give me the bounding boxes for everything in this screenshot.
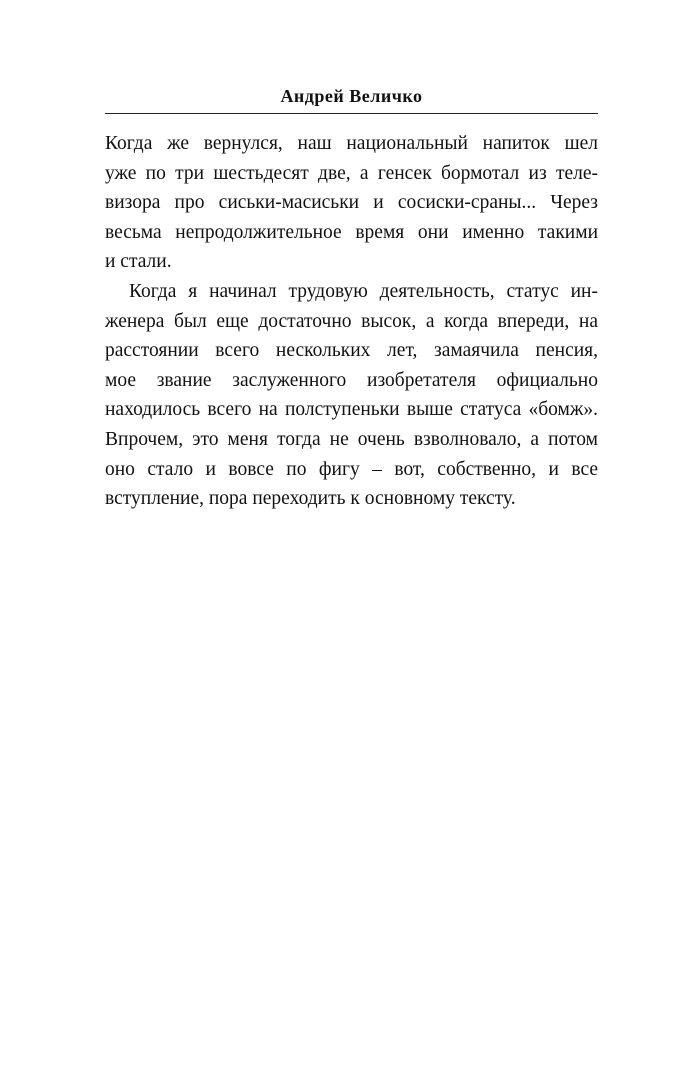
paragraph-1	[105, 129, 598, 277]
header-rule	[105, 113, 598, 114]
text-line: оно стало и вовсе по фигу – вот, собственно, и все	[105, 458, 598, 480]
text-line: женера был еще достаточно высок, а когда впереди, на	[105, 310, 598, 332]
text-line: расстоянии всего нескольких лет, замаячила пенсия,	[105, 340, 598, 362]
text-line: вступление, пора переходить к основному тексту.	[105, 488, 516, 510]
text-line: и стали.	[105, 251, 172, 273]
text-line: Когда же вернулся, наш национальный напиток шел	[105, 133, 598, 154]
text-line: Когда я начинал трудовую деятельность, статус ин-	[129, 280, 598, 302]
text-line: Впрочем, это меня тогда не очень взволновало, а потом	[105, 428, 598, 450]
text-line: уже по три шестьдесят две, а генсек бормотал из теле-	[105, 162, 598, 184]
text-line: весьма непродолжительное время они именно такими	[105, 221, 598, 243]
text-line: находилось всего на полступеньки выше статуса «бомж».	[105, 399, 598, 421]
body-text	[105, 129, 598, 514]
running-head-author: Андрей Величко	[280, 86, 423, 106]
text-line: мое звание заслуженного изобретателя официально	[105, 369, 598, 391]
text-line: визора про сиськи-масиськи и сосиски-сраны... Через	[105, 192, 598, 214]
paragraph-2	[105, 277, 598, 514]
